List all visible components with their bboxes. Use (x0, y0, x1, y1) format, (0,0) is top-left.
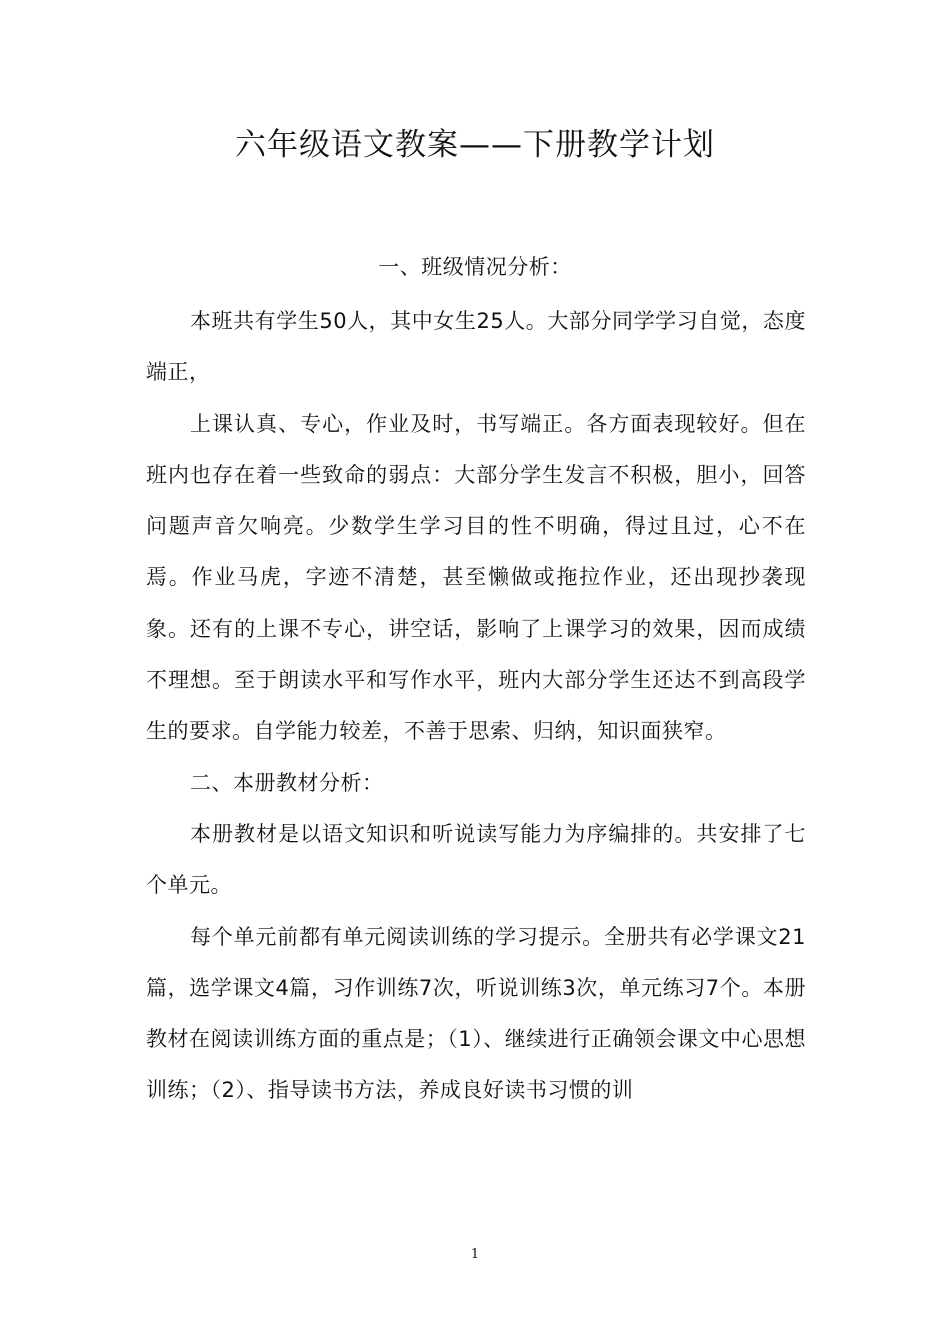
document-title: 六年级语文教案——下册教学计划 (235, 127, 715, 163)
page-number: 1 (470, 1247, 480, 1262)
section-heading-class-analysis: 一、班级情况分析： (378, 255, 572, 279)
paragraph-class-size: 本班共有学生50人，其中女生25人。大部分同学学习自觉，态度端正， (146, 309, 806, 385)
paragraph-textbook-structure: 本册教材是以语文知识和听说读写能力为序编排的。共安排了七个单元。 (146, 821, 806, 898)
document-body (146, 296, 806, 1117)
section-heading-textbook-analysis: 二、本册教材分析： (190, 770, 384, 795)
paragraph-class-performance: 上课认真、专心，作业及时，书写端正。各方面表现较好。但在班内也存在着一些致命的弱点：大部分学生发言不积极，胆小，回答问题声音欠响亮。少数学生学习目的性不明确，得过且过，心不在焉。作业马虎，字迹不清楚，甚至懒做或拖拉作业，还出现抄袭现象。还有的上课不专心，讲空话，影响了上课学习的效果，因而成绩不理想。至于朗读水平和写作水平，班内大部分学生还达不到高段学生的要求。自学能力较差，不善于思索、归纳，知识面狭窄。 (146, 411, 806, 744)
paragraph-textbook-content: 每个单元前都有单元阅读训练的学习提示。全册共有必学课文21篇，选学课文4篇，习作训练7次，听说训练3次，单元练习7个。本册教材在阅读训练方面的重点是；（1）、继续进行正确领会课文中心思想训练；（2）、指导读书方法，养成良好读书习惯的训 (146, 924, 806, 1103)
